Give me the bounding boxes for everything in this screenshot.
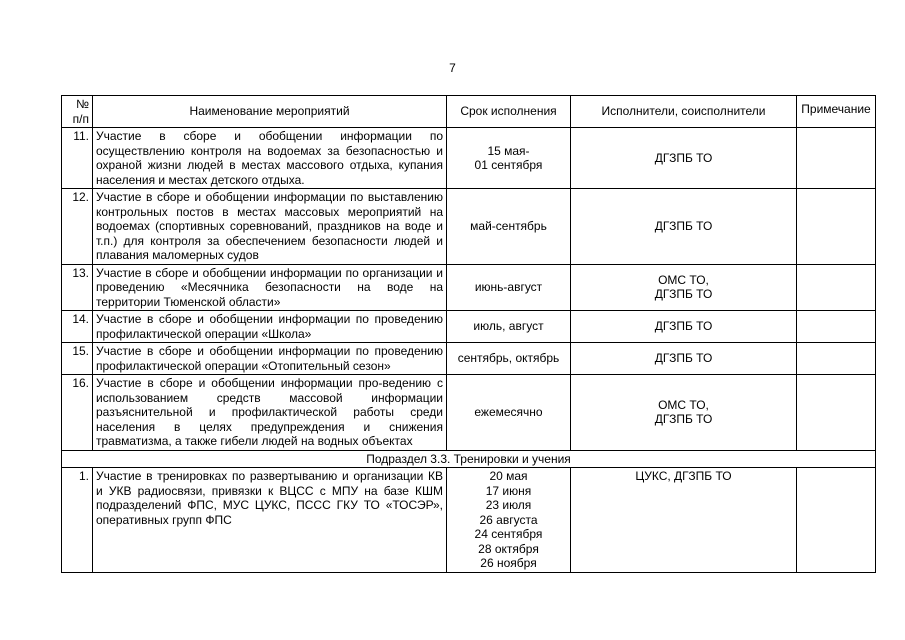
section-row [62,450,876,468]
header-term [447,96,571,128]
row-date: 28 октября [478,541,539,556]
header-executors-label: Исполнители, соисполнители [601,104,766,119]
row-date: 24 сентября [474,527,543,541]
row-number: 13. [62,264,93,311]
row-number: 12. [62,189,93,265]
table-header-row [62,96,876,128]
row-date: 23 июля [485,498,532,512]
header-executors [571,96,797,128]
table-row [62,189,876,265]
row-executors: ОМС ТО, ДГЗПБ ТО [571,375,797,451]
events-table [61,95,876,573]
row-executors: ДГЗПБ ТО [571,311,797,343]
header-name-label: Наименование мероприятий [189,104,350,119]
row-executors: ДГЗПБ ТО [571,128,797,189]
row-note [797,128,876,189]
table-row [62,468,876,573]
row-executors: ЦУКС, ДГЗПБ ТО [571,468,797,573]
table-row [62,128,876,189]
header-note [797,96,876,128]
row-date: 26 ноября [480,556,537,570]
table-row [62,375,876,451]
row-note [797,468,876,573]
header-num [62,96,93,128]
row-term: 15 мая- 01 сентября [447,128,571,189]
row-date: 26 августа [479,512,538,527]
header-num-label: № п/п [72,97,89,126]
row-executors: ДГЗПБ ТО [571,343,797,375]
row-term: май-сентябрь [447,189,571,265]
table-body [62,128,876,573]
row-term: июнь-август [447,264,571,311]
header-name [93,96,447,128]
row-event-name: Участие в сборе и обобщении информации по выставлению контрольных постов в местах массовых мероприятий на водоемах (спортивных соревнований, праздников на воде и т.п.) для контроля за обеспечением безопасности людей и плавания маломерных судов [93,189,447,265]
row-number: 11. [62,128,93,189]
row-event-name: Участие в сборе и обобщении информации про-ведению с использованием средств массовой информации разъяснительной и профилактической работы среди населения в целях предупреждения и снижения травматизма, а также гибели людей на водных объектах [93,375,447,451]
row-number: 16. [62,375,93,451]
row-number: 1. [62,468,93,573]
row-event-name: Участие в сборе и обобщении информации по проведению профилактической операции «Школа» [93,311,447,343]
row-event-name: Участие в сборе и обобщении информации по осуществлению контроля на водоемах за безопасностью и охраной жизни людей в местах массового отдыха, купания населения и местах детского отдыха. [93,128,447,189]
row-number: 15. [62,343,93,375]
page-number: 7 [449,61,456,75]
row-executors: ОМС ТО, ДГЗПБ ТО [571,264,797,311]
row-number: 14. [62,311,93,343]
section-title: Подраздел 3.3. Тренировки и учения [62,450,876,468]
row-term: июль, август [447,311,571,343]
row-note [797,311,876,343]
row-note [797,189,876,265]
row-note [797,375,876,451]
row-event-name: Участие в сборе и обобщении информации по проведению профилактической операции «Отопительный сезон» [93,343,447,375]
row-executors: ДГЗПБ ТО [571,189,797,265]
row-date: 17 июня [485,483,532,498]
row-note [797,264,876,311]
table-row [62,343,876,375]
table-row [62,264,876,311]
row-term: сентябрь, октябрь [447,343,571,375]
row-dates [447,468,571,573]
header-note-label: Примечание [801,102,871,116]
row-date: 20 мая [489,469,528,483]
row-term: ежемесячно [447,375,571,451]
table-row [62,311,876,343]
row-event-name: Участие в тренировках по развертыванию и организации КВ и УКВ радиосвязи, привязки к ВЦСС с МПУ на базе КШМ подразделений ФПС, МУС ЦУКС, ПССС ГКУ ТО «ТОСЭР», оперативных групп ФПС [93,468,447,573]
row-event-name: Участие в сборе и обобщении информации по организации и проведению «Месячника безопасности на воде на территории Тюменской области» [93,264,447,311]
header-term-label: Срок исполнения [460,104,557,119]
row-note [797,343,876,375]
